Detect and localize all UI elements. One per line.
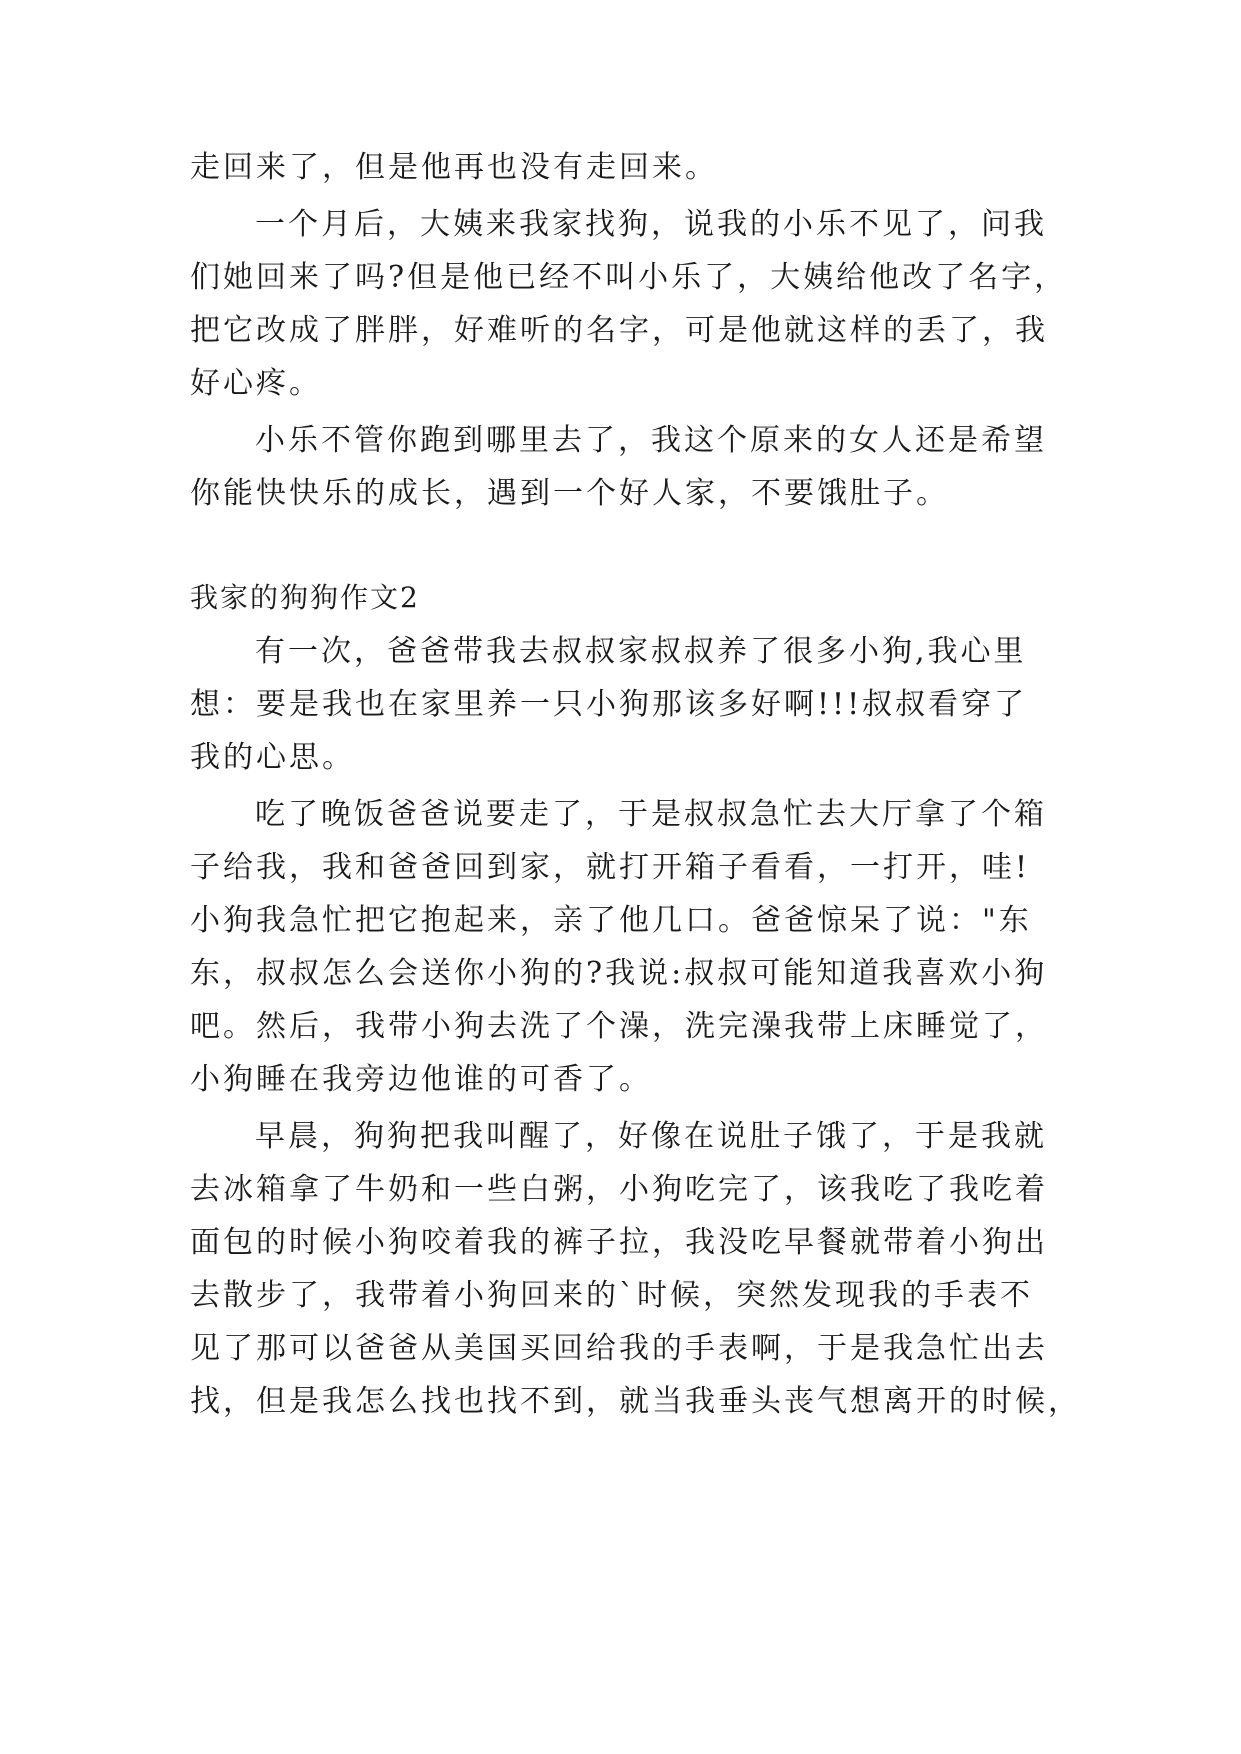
text-line: 找，但是我怎么找也找不到，就当我垂头丧气想离开的时候， [190,1384,1081,1419]
paragraph-first-line: 一个月后，大姨来我家找狗，说我的小乐不见了，问我 [255,207,1047,242]
text-line: 你能快快乐的成长，遇到一个好人家，不要饿肚子。 [190,476,949,511]
text-line: 吧。然后，我带小狗去洗了个澡，洗完澡我带上床睡觉了， [190,1009,1048,1044]
paragraph-first-line: 有一次，爸爸带我去叔叔家叔叔养了很多小狗,我心里 [255,634,1027,669]
text-line: 去冰箱拿了牛奶和一些白粥，小狗吃完了，该我吃了我吃着 [190,1172,1048,1207]
text-line: 去散步了，我带着小狗回来的`时候，突然发现我的手表不 [190,1278,1033,1313]
text-line: 想：要是我也在家里养一只小狗那该多好啊!!!叔叔看穿了 [190,687,1028,722]
text-line: 面包的时候小狗咬着我的裤子拉，我没吃早餐就带着小狗出 [190,1225,1048,1260]
text-line: 我的心思。 [190,740,355,775]
text-line: 小狗我急忙把它抱起来，亲了他几口。爸爸惊呆了说："东 [190,903,1032,938]
paragraph-first-line: 早晨，狗狗把我叫醒了，好像在说肚子饿了，于是我就 [255,1119,1047,1154]
text-line: 小狗睡在我旁边他谁的可香了。 [190,1062,652,1097]
text-line: 好心疼。 [190,366,322,401]
paragraph-first-line: 吃了晚饭爸爸说要走了，于是叔叔急忙去大厅拿了个箱 [255,797,1047,832]
section-heading: 我家的狗狗作文2 [190,581,420,614]
text-line: 走回来了，但是他再也没有走回来。 [190,150,718,185]
paragraph-first-line: 小乐不管你跑到哪里去了，我这个原来的女人还是希望 [255,423,1047,458]
text-line: 东，叔叔怎么会送你小狗的?我说:叔叔可能知道我喜欢小狗 [190,956,1048,991]
text-line: 们她回来了吗?但是他已经不叫小乐了，大姨给他改了名字， [190,260,1068,295]
text-line: 子给我，我和爸爸回到家，就打开箱子看看，一打开，哇! [190,850,1031,885]
text-line: 见了那可以爸爸从美国买回给我的手表啊，于是我急忙出去 [190,1331,1048,1366]
text-line: 把它改成了胖胖，好难听的名字，可是他就这样的丢了，我 [190,313,1048,348]
